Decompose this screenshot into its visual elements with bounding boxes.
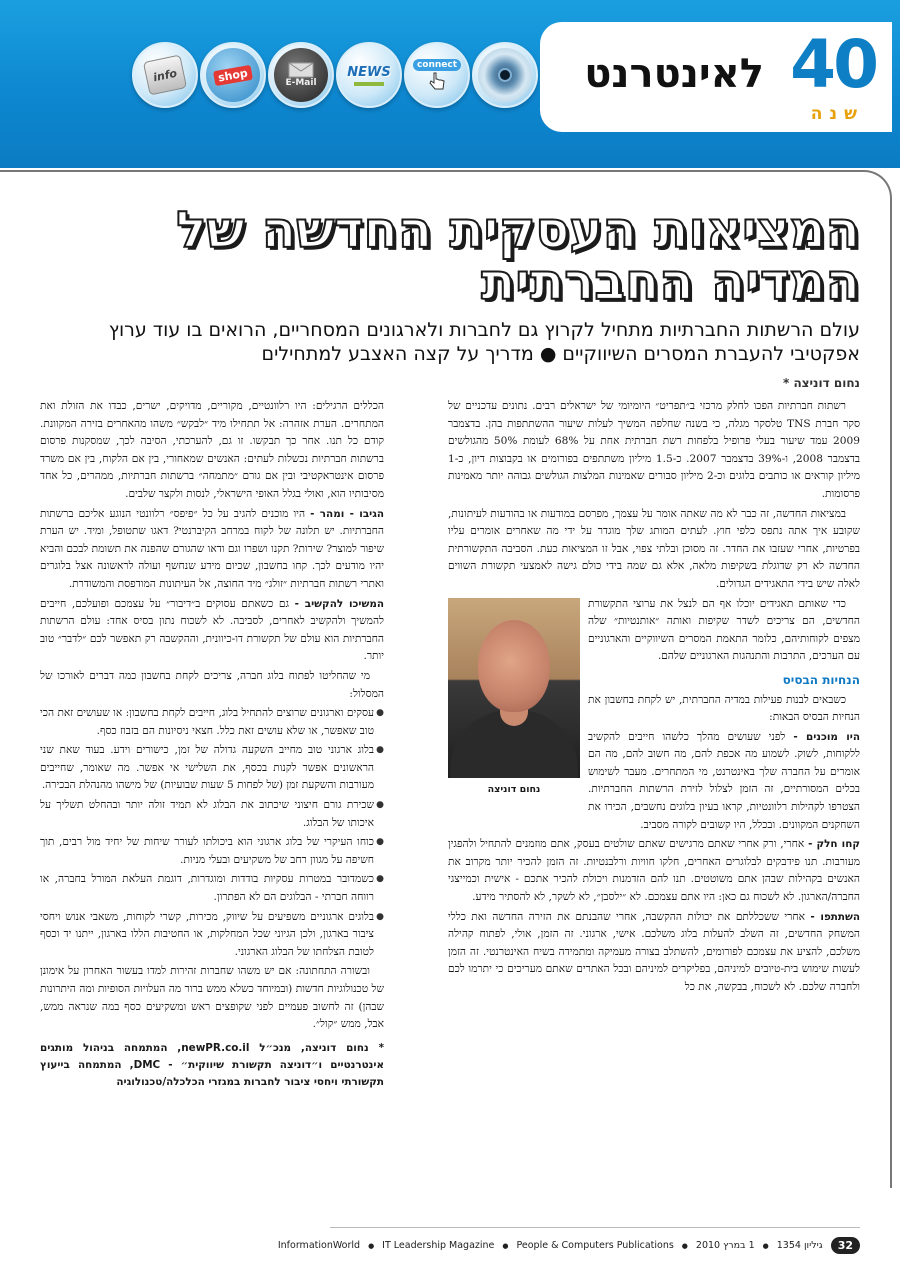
paragraph: המשיכו להקשיב - גם כשאתם עסוקים ב״דיבור״ על עצמכם ופועלכם, חייבים להמשיך ולהקשיב לאחרים, לסביבה. לא לשכוח נתון בסיס אחד: עולם הרשתות החברתיות הוא עולם של תקשורת דו-כיוונית, וההקשבה רק תאפשר לכם ״לדבר״ טוב יותר. xyxy=(40,597,384,663)
headline-line-2: המדיה החברתית xyxy=(481,253,860,311)
logo-word: לאינטרנט xyxy=(584,51,764,97)
paragraph: כדי שאותם תאגידים יוכלו אף הם לנצל את ערוצי התקשורת החדשים, הם צריכים לשדר שקיפות ואותה ״אותנטיות״ שלה מצפים לקוחותיהם, כלומר התאמת המסרים השיווקיים והארגוניים עם הערכים, התרבות והתנהגות הארגוניים שלהם. xyxy=(588,597,860,663)
article-subhead xyxy=(40,318,860,366)
publication-name: IT Leadership Magazine xyxy=(382,1240,495,1251)
news-icon: NEWS xyxy=(336,42,402,108)
bullet-list xyxy=(40,705,384,961)
separator-dot: ● xyxy=(368,1241,375,1250)
article-column-right xyxy=(448,398,860,999)
list-item: ● בלוג ארגוני טוב מחייב השקעה גדולה של זמן, כישורים וידע. בעוד שאת שני הראשונים אפשר לקנות בכסף, את השלישי אי אפשר. מה שאומר, שחייבים מעורבות והשקעת זמן (של לפחות 5 שעות שבועיות) של מישהו מהנהלת הבכירה. xyxy=(40,742,384,795)
separator-dot: ● xyxy=(681,1241,688,1250)
list-item: ● כשמדובר במטרות עסקיות בודדות ומוגדרות, דוגמת העלאת המורל בחברה, או רווחה חברתי - הבלוגים הם לא הפתרון. xyxy=(40,871,384,906)
list-item: ● בלוגים ארגוניים משפיעים על שיווק, מכירות, קשרי לקוחות, משאבי אנוש ויחסי ציבור בארגון, ולכן הגיוני שכל המחלקות, או החטיבות הללו בארגון, ייתנו יד וכסף לטובת הצלחתו של הבלוג הארגוני. xyxy=(40,909,384,962)
paragraph: כשבאים לבנות פעילות במדיה החברתית, יש לקחת בחשבון את הנחיות הבסיס הבאות: xyxy=(588,693,860,724)
header-banner xyxy=(0,0,900,168)
article-column-left xyxy=(40,398,384,1091)
info-key-icon: info xyxy=(132,42,198,108)
page-footer xyxy=(278,1237,860,1254)
frame-side-rule xyxy=(890,198,892,1188)
separator-dot: ● xyxy=(762,1241,769,1250)
separator-dot: ● xyxy=(502,1241,509,1250)
author-photo xyxy=(448,598,580,778)
issue-number: גיליון 1354 xyxy=(776,1240,823,1251)
paragraph: היו מוכנים - לפני שעושים מהלך כלשהו חייבים להקשיב ללקוחות, לשוק. לשמוע מה אכפת להם, מה חשוב להם, מה הם אומרים על החברה שלך באינטרנט, מי המתחרים. מעבר לשימוש בכלים המסורתיים, זה הזמן לצלול לזירת הרשתות החברתיות. הצטרפו לקהילות רלוונטיות, קראו בעיון בלוגים נחשבים, הכירו את השחקנים המקוונים. ובכלל, היו קשובים לקורה מסביב. xyxy=(588,730,860,831)
paragraph-lead: קחו חלק - xyxy=(808,838,860,851)
paragraph: השתתפו - אחרי ששכללתם את יכולות ההקשבה, אחרי שהבנתם את הזירה החדשה ואת כללי המשחק החדשים, זה השלב להעלות בלוג משלכם. אישי, ארגוני. זה הזמן, אולי, לפתוח קהילה משלכם, להציע את עצמכם לפורומים, להשתלב בצורה מעמיקה ומתמידה בשיח האינטרנטי. זה הזמן לעשות שימוש בית-טיובים למיניהם, בפליקרים למיניהם ובכל האתרים שאתם מעריכים כי יתרמו לכם ולחברה שלכם. לא לשכוח, בבקשה, את כל xyxy=(448,910,861,993)
section-title: הנחיות הבסיס xyxy=(782,672,860,687)
paragraph: רשתות חברתיות הפכו לחלק מרכזי ב״תפריט״ היומיומי של ישראלים רבים. נתונים עדכניים של סקר חברת TNS טלסקר מגלה, כי בשנה שחלפה המשיך לעלות שיעור ההשתתפות בהן. בדצמבר 2009 עמד שיעור בעלי פרופיל בלפחות רשת חברתית אחת על 68% לעומת 50% מהגולשים בדצמבר 2008, ו-39% בדצמבר 2007. כ-1.5 מיליון משתתפים בפורומים או בקבוצות דיון, כ-1 מיליון קוראים או כותבים בלוגים וכ-2 מיליון סבורים שאמינות המלצות הגולשים גבוהה יותר מאמינות פרסומות. xyxy=(448,400,861,500)
paragraph: קחו חלק - אחרי, ורק אחרי שאתם מרגישים שאתם שולטים בעסק, אתם מוזמנים להתחיל ולהפגין מעורבות. תנו פידבקים לבלוגרים האחרים, חלקו חוויות ורלבנטיות. זה הזמן להכיר יותר מקרוב את האנשים בקהילות שבהן אתם משוטטים. תנו להם הזדמנות ויכולת להכיר אתכם - אישית וכמייצגי החברה/הארגון. לא לשכוח גם כאן: היו אתם עצמכם. לא ״ילסבן״, לא לשקר, לא להסתיר מידע. xyxy=(448,838,860,904)
logo-number: 40 xyxy=(790,26,876,103)
paragraph: במציאות החדשה, זה כבר לא מה שאתה אומר על עצמך, מפרסם במודעות או בהודעות לעיתונות, שקובע איך אתה נתפס כלפי חוץ. לעתים המותג שלך מוגדר על ידי מה שאחרים אומרים עליו בפרטיות, אחרי שעזבו את החדר. זה מסוכן ובלתי צפוי, אבל זו המציאות כעת. הסביבה התקשורתית החדשה לא רק שדוגלת בשקיפות מלאה, אלא גם שמה בידי כולם גישה לאמצעי תקשורת השווים לאלה שיש בידי התאגידים הגדולים. xyxy=(448,507,860,590)
hand-cursor-icon xyxy=(428,71,446,91)
paragraph-lead: השתתפו - xyxy=(810,910,861,923)
paragraph-lead: הגיבו - ומהר - xyxy=(310,507,385,520)
footer-rule xyxy=(330,1227,860,1228)
subhead-line-2: אפקטיבי להעברת המסרים השיווקיים ● מדריך על קצה האצבע למתחילים xyxy=(261,343,860,365)
frame-top-rule xyxy=(0,170,840,172)
connect-icon: connect xyxy=(404,42,470,108)
byline: נחום דוניצה * xyxy=(782,376,860,390)
paragraph-lead: המשיכו להקשיב - xyxy=(294,597,384,610)
author-photo-block xyxy=(448,598,580,799)
paragraph-lead: היו מוכנים - xyxy=(793,730,860,743)
list-item: ● עסקים וארגונים שרוצים להתחיל בלוג, חייבים לקחת בחשבון: או שעושים זאת הכי טוב שאפשר, או שלא עושים זאת כלל. חצאי ניסיונות הם בזבוז כסף. xyxy=(40,705,384,740)
list-item: ● שכירת גורם חיצוני שיכתוב את הבלוג לא תמיד זולה יותר ובהחלט תשליך על איכותו של הבלוג. xyxy=(40,797,384,832)
paragraph: הכללים הרגילים: היו רלוונטיים, מקוריים, מדויקים, ישרים, כבדו את הזולת ואת המתחרים. הערת אזהרה: אל תתחילו מיד ״לבקש״ משהו מהאחרים בזירה המקוונת. קודם כל תנו. אחר כך תבקשו. זו גם, להערכתי, הסיבה לכך, שמסקנות פרסום ברשתות חברתיות נכשלות לעתים: האנשים שמאחורי, בין אם הלקוח, בין אם משרד פרסום אינטראקטיבי ובין אם גורם ״מתמחה״ ברשתות חברתיות, ממהרים, כל אחד מסיבותיו הוא, ואולי בגלל האופי הישראלי, לנסות ולקצר שלבים. xyxy=(40,400,384,500)
logo-years: שנה xyxy=(810,104,864,124)
envelope-icon xyxy=(288,62,314,78)
paragraph: הגיבו - ומהר - היו מוכנים להגיב על כל ״פיפס״ רלוונטי הנוגע אליכם ברשתות החברתיות. יש תלונה של לקוח במרחב הקיברנטי? דאגו שתטופל, ומיד. יש הערת שיפור למוצר? שירות? תקנו ושפרו וגם ודאו שהגורם שהפנה את תשומת לבכם והביא יהיו מודעים לכך. קחו בחשבון, שכיום מידע שנחשף ועולה לראשונה אצל בלוגרים ואתרי רשתות חברתיות ״זולג״ מיד החוצה, אל העיתונות המודפסת והמשודרת. xyxy=(40,507,385,590)
magazine-logo xyxy=(540,22,892,132)
list-item: ● כוחו העיקרי של בלוג ארגוני הוא ביכולתו לעורר שיחות של יחיד מול רבים, תוך חשיפה על מגוון רחב של משקיעים ובעלי מניות. xyxy=(40,834,384,869)
subhead-line-1: עולם הרשתות החברתיות מתחיל לקרוץ גם לחברות ולארגונים המסחריים, הרואים בו עוד ערוץ xyxy=(108,319,860,341)
author-note: * נחום דוניצה, מנכ״ל newPR.co.il, המתמחה בניהול מותגים אינטרנטיים ו״דוניצה תקשורת שיווקית״ - DMC, המתמחה בייעוץ תקשורתי ויחסי ציבור לחברות במגזרי הכלכלה/טכנולוגיה xyxy=(40,1041,385,1088)
publication-name: InformationWorld xyxy=(277,1240,361,1251)
shop-icon: shop xyxy=(200,42,266,108)
paragraph: ובשורה התחתונה: אם יש משהו שחברות זהירות למדו בעשור האחרון על אימונן של טכנולוגיות חדשות (ובמיוחד כשלא ממש ברור מה העלויות הסופיות ומה היתרונות שבהן) זה לחשוב פעמיים לפני שקופצים ראש ומשקיעים כסף במה שנראה ממש, אבל, ממש ״קול״. xyxy=(40,965,384,1031)
eye-icon xyxy=(472,42,538,108)
photo-caption: נחום דוניצה xyxy=(487,783,541,795)
paragraph: מי שהחליטו לפתוח בלוג חברה, צריכים לקחת בחשבון כמה דברים לאורכו של המסלול: xyxy=(40,669,384,700)
email-icon: E-Mail xyxy=(268,42,334,108)
publication-name: People & Computers Publications xyxy=(516,1240,674,1251)
headline-line-1: המציאות העסקית החדשה של xyxy=(176,201,860,259)
page-number: 32 xyxy=(831,1237,860,1254)
issue-date: 1 במרץ 2010 xyxy=(695,1240,755,1251)
article-headline xyxy=(40,201,860,311)
